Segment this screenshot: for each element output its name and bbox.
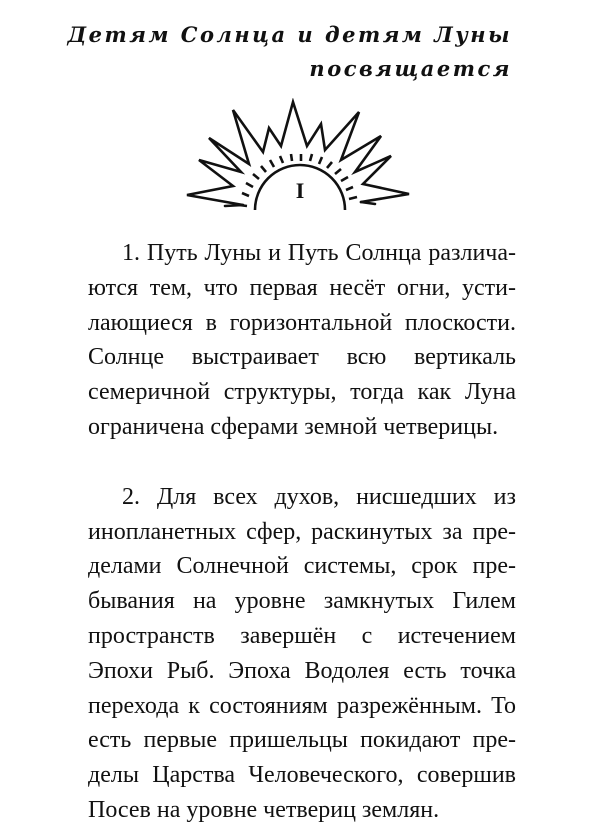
body-text (88, 236, 516, 828)
chapter-emblem (185, 98, 415, 213)
chapter-numeral: I (295, 178, 305, 203)
paragraph-line: 2. Для всех духов, нисшедших из (122, 483, 516, 510)
paragraph-line: делы Царства Человеческого, совершив (88, 762, 516, 789)
paragraph-line: бывания на уровне замкнутых Гилем (88, 588, 516, 615)
paragraph-line: 1. Путь Луны и Путь Солнца различа- (122, 240, 516, 266)
paragraph-line: делами Солнечной системы, срок пре- (88, 553, 516, 580)
paragraph-line: ограничена сферами земной четверицы. (88, 413, 499, 440)
paragraph-line: лающиеся в горизонтальной плоскости. (88, 309, 516, 336)
paragraph-2 (88, 480, 516, 828)
paragraph-line: ются тем, что первая несёт огни, усти- (88, 274, 516, 301)
paragraph-line: Эпохи Рыб. Эпоха Водолея есть точка (88, 657, 516, 684)
paragraph-line: пространств завершён с истечением (88, 622, 516, 649)
paragraph-1 (88, 236, 516, 445)
dedication-line-2: посвящается (309, 56, 512, 81)
paragraph-line: Посев на уровне четвериц землян. (88, 796, 440, 823)
paragraph-line: перехода к состояниям разрежённым. То (88, 692, 516, 719)
paragraph-line: семеричной структуры, тогда как Луна (88, 379, 516, 406)
paragraph-line: есть первые пришельцы покидают пре- (88, 727, 516, 754)
paragraph-line: инопланетных сфер, раскинутых за пре- (88, 518, 516, 545)
dedication-epigraph (68, 18, 513, 86)
dedication-line-1: Детям Солнца и детям Луны (67, 22, 512, 47)
paragraph-line: Солнце выстраивает всю вертикаль (88, 344, 516, 371)
